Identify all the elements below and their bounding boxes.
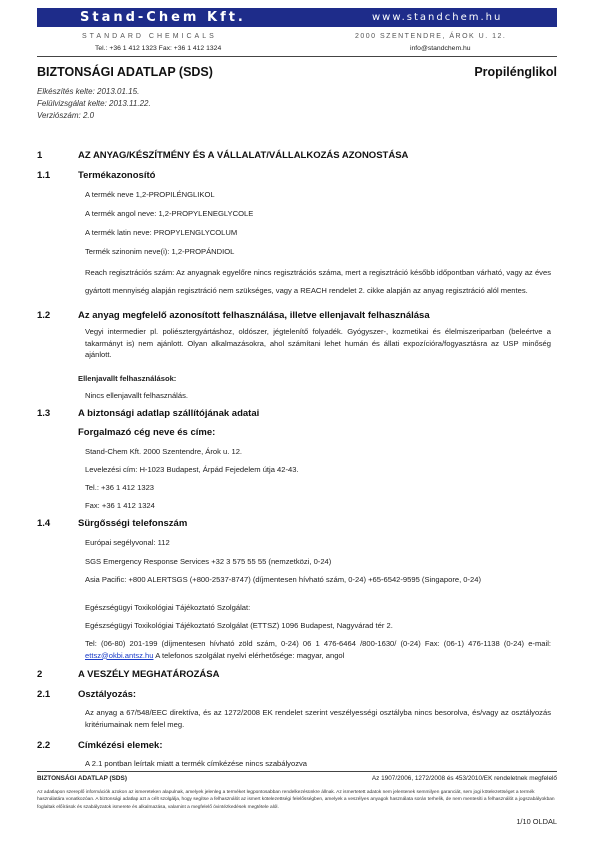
product-synonym-line: Termék szinonim neve(i): 1,2-PROPÁNDIOL [85, 247, 235, 256]
company-tagline: STANDARD CHEMICALS [82, 33, 217, 40]
ettsz-language-text: A telefonos szolgálat nyelvi elérhetősége: magyar, angol [155, 650, 345, 660]
company-phone-fax: Tel.: +36 1 412 1323 Fax: +36 1 412 1324 [95, 45, 222, 52]
product-latin-name-line: A termék latin neve: PROPYLENGLYCOLUM [85, 228, 238, 237]
product-name: Propilénglikol [474, 65, 557, 79]
company-address: 2000 SZENTENDRE, ÁROK U. 12. [355, 33, 507, 40]
section-1-2-number: 1.2 [37, 310, 51, 321]
company-email: info@standchem.hu [410, 45, 471, 52]
distributor-phone: Tel.: +36 1 412 1323 [85, 483, 155, 492]
section-2-2-number: 2.2 [37, 740, 51, 751]
footer-rule [37, 771, 557, 772]
footer-disclaimer: Az adatlapon szereplő információk azokon az ismereteken alapulnak, amelyek jelenleg a terméket legpontosabban rendelkezésünkre állnak. Az ismertetett adatok nem jelentenek semmilyen garanciát, sem jogi kötelezettséget a termék használatára vonatkozóan. A biztonsági adatlap azt a célt szolgálja, hogy segítse a felhasználót az ismert kötelezettségi felelősségben, amelyek a veszélyes anyagok használata során terhelik, de nem mentesíti a felhasználót a jogszabályokban foglaltak előírások és szabályzatok ismerete és alkalmazása, valamint a megfelelő óvintézkedések megtétele alól. [37, 790, 555, 810]
section-1-1-title: Termékazonosító [78, 170, 156, 181]
company-brand: Stand-Chem Kft. [80, 10, 246, 25]
version-number: Verziószám: 2.0 [37, 111, 95, 120]
reach-registration-text: Reach regisztrációs szám: Az anyagnak egyelőre nincs regisztrációs száma, mert a regisztráció később időpontban várható, vagy az éves gyártott mennyiség alapján regisztráció nem szükséges, vagy a REACH rendelet 2. cikke alapján az anyag regisztráció alól mentes. [85, 268, 551, 295]
section-1-4-title: Sürgősségi telefonszám [78, 518, 188, 529]
footer-title: BIZTONSÁGI ADATLAP (SDS) [37, 775, 127, 782]
ettsz-phone-text: Tel: (06-80) 201-199 (díjmentesen hívható zöld szám, 0-24) 06 1 476-6464 /800-1630/ (0-24) Fax: (06-1) 476-1138 (0-24) e-mail: [85, 639, 551, 648]
ettsz-label: Egészségügyi Toxikológiai Tájékoztató Szolgálat: [85, 603, 251, 612]
header-rule [37, 56, 557, 57]
sgs-emergency-line: SGS Emergency Response Services +32 3 575 55 55 (nemzetközi, 0-24) [85, 557, 332, 566]
section-2-title: A VESZÉLY MEGHATÁROZÁSA [78, 669, 220, 680]
product-english-name-line: A termék angol neve: 1,2-PROPYLENEGLYCOLE [85, 209, 254, 218]
distributor-fax: Fax: +36 1 412 1324 [85, 501, 155, 510]
section-1-number: 1 [37, 150, 43, 161]
footer-regulation: Az 1907/2006, 1272/2008 és 453/2010/EK rendeletnek megfelelő [371, 775, 557, 782]
contraindicated-uses-label: Ellenjavallt felhasználások: [78, 374, 177, 383]
identified-uses-text: Vegyi intermedier pl. poliésztergyártáshoz, oldószer, jégtelenítő folyadék. Gyógyszer-, kozmetikai és élelmiszeriparban (beleértve a takarmányt is) nem ajánlott. Olyan alkalmazásokra, ahol számítani lehet humán és állati expozícióra/fogyasztásra az USP minőség ajánlott. [85, 327, 551, 359]
document-title: BIZTONSÁGI ADATLAP (SDS) [37, 65, 213, 79]
distributor-address: Stand-Chem Kft. 2000 Szentendre, Árok u. 12. [85, 447, 243, 456]
page-number: 1/10 OLDAL [516, 817, 557, 826]
revision-date: Felülvizsgálat kelte: 2013.11.22. [37, 99, 151, 108]
section-1-3-title: A biztonsági adatlap szállítójának adatai [78, 408, 260, 419]
section-2-1-title: Osztályozás: [78, 689, 137, 700]
product-name-line: A termék neve 1,2-PROPILÉNGLIKOL [85, 190, 215, 199]
contraindicated-uses-text: Nincs ellenjavallt felhasználás. [85, 391, 188, 400]
section-1-title: AZ ANYAG/KÉSZÍTMÉNY ÉS A VÁLLALAT/VÁLLALKOZÁS AZONOSTÁSA [78, 150, 409, 161]
section-1-2-title: Az anyag megfelelő azonosított felhasználása, illetve ellenjavalt felhasználása [78, 310, 430, 321]
labelling-text: A 2.1 pontban leírtak miatt a termék címkézése nincs szabályozva [85, 759, 308, 768]
mailing-address: Levelezési cím: H-1023 Budapest, Árpád Fejedelem útja 42-43. [85, 465, 299, 474]
distributor-subtitle: Forgalmazó cég neve és címe: [78, 427, 216, 438]
section-2-2-title: Címkézési elemek: [78, 740, 163, 751]
section-2-1-number: 2.1 [37, 689, 51, 700]
section-1-4-number: 1.4 [37, 518, 51, 529]
ettsz-address: Egészségügyi Toxikológiai Tájékoztató Szolgálat (ETTSZ) 1096 Budapest, Nagyvárad tér 2. [85, 621, 393, 630]
eu-emergency-line: Európai segélyvonal: 112 [85, 538, 170, 547]
section-2-number: 2 [37, 669, 43, 680]
ettsz-phone-email [85, 638, 551, 661]
section-1-1-number: 1.1 [37, 170, 51, 181]
section-1-3-number: 1.3 [37, 408, 51, 419]
classification-text: Az anyag a 67/548/EEC direktíva, és az 1272/2008 EK rendelet szerint veszélyességi osztályba nincs besorolva, és/vagy az osztályozás kritériumainak nem felel meg. [85, 708, 551, 729]
creation-date: Elkészítés kelte: 2013.01.15. [37, 87, 140, 96]
ettsz-email-link[interactable]: ettsz@okbi.antsz.hu [85, 650, 154, 660]
company-website: www.standchem.hu [372, 12, 503, 23]
asia-pacific-emergency-line: Asia Pacific: +800 ALERTSGS (+800-2537-8747) (díjmentesen hívható szám, 0-24) +65-6542-9595 (Singapore, 0-24) [85, 575, 482, 584]
